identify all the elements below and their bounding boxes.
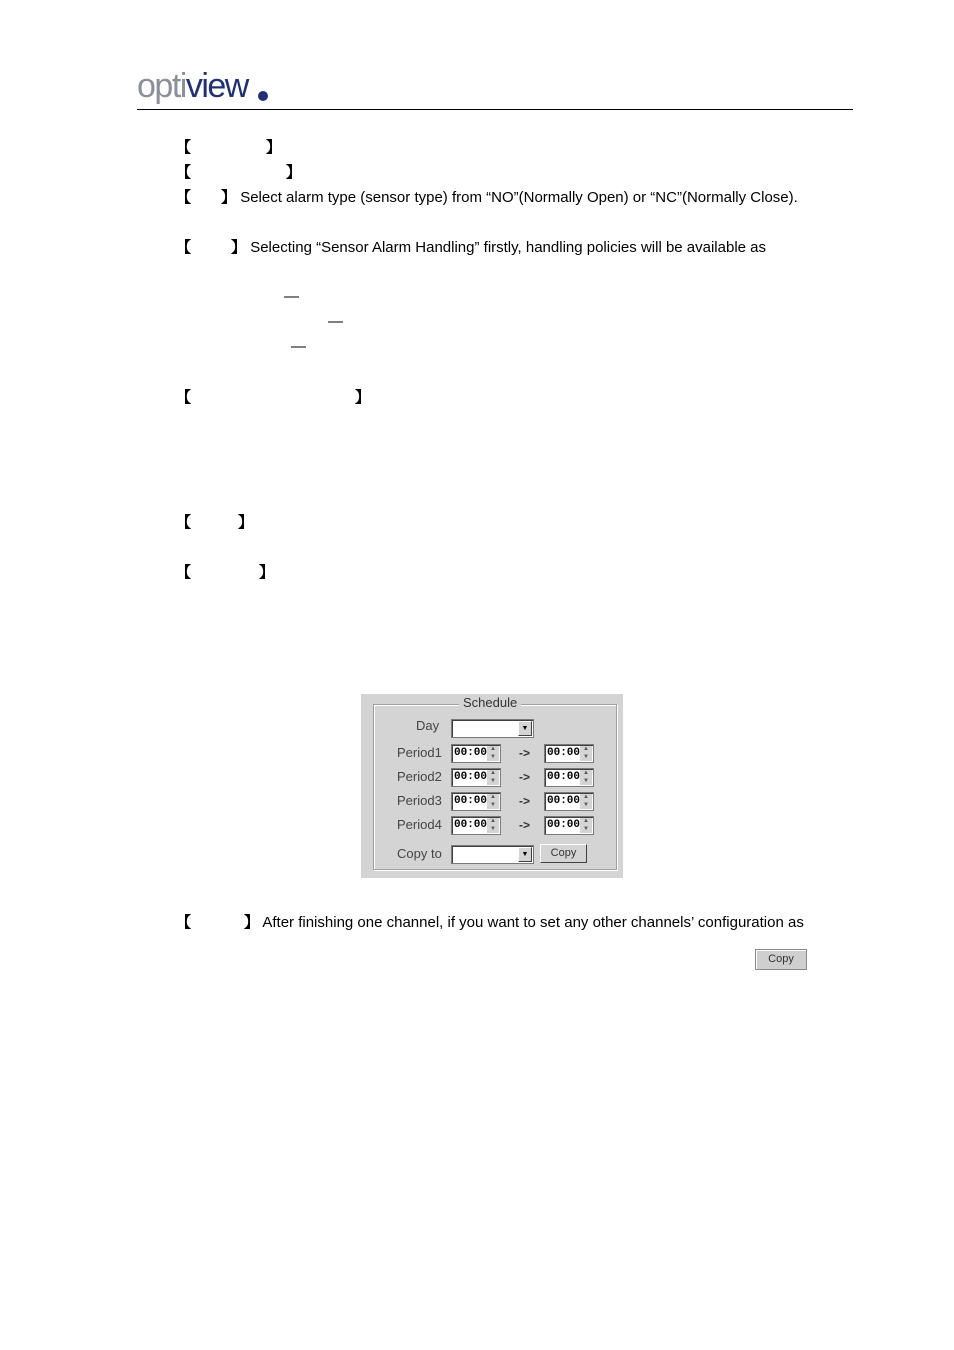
copy-button[interactable]: Copy [540, 844, 587, 863]
period1-end-input[interactable] [544, 744, 594, 763]
period2-label: Period2 [397, 769, 442, 784]
period4-end-value: 00:00 [547, 819, 581, 831]
bracket-close: 】 [286, 164, 302, 181]
bracket-open: 【 [176, 914, 192, 931]
bracket-close: 】 [259, 564, 275, 581]
bracket-line-7 [176, 564, 274, 582]
logo-trademark-icon [258, 91, 268, 101]
day-select[interactable] [451, 719, 534, 738]
spin-down-icon[interactable]: ▼ [490, 778, 496, 784]
bracket-open: 【 [176, 564, 192, 581]
spin-down-icon[interactable]: ▼ [490, 802, 496, 808]
period1-start-value: 00:00 [454, 747, 488, 759]
period2-start-value: 00:00 [454, 771, 488, 783]
dash-2: — [328, 313, 343, 330]
handling-line [176, 239, 766, 257]
copy-to-text: After finishing one channel, if you want to set any other channels’ configuration as [262, 914, 804, 931]
period2-end-input[interactable] [544, 768, 594, 787]
spin-up-icon[interactable]: ▲ [583, 818, 589, 824]
period1-arrow: -> [519, 746, 531, 760]
spin-up-icon[interactable]: ▲ [490, 818, 496, 824]
bracket-open: 【 [176, 389, 192, 406]
dash-3: — [291, 338, 306, 355]
bracket-open: 【 [176, 164, 192, 181]
period3-end-value: 00:00 [547, 795, 581, 807]
period2-arrow: -> [519, 770, 531, 784]
bracket-close: 】 [221, 189, 237, 206]
bracket-open: 【 [176, 139, 192, 156]
bracket-open: 【 [176, 189, 192, 206]
schedule-title: Schedule [459, 694, 521, 712]
period3-label: Period3 [397, 793, 442, 808]
spin-down-icon[interactable]: ▼ [583, 826, 589, 832]
spin-down-icon[interactable]: ▼ [490, 754, 496, 760]
spin-down-icon[interactable]: ▼ [490, 826, 496, 832]
bracket-close: 】 [355, 389, 371, 406]
period4-start-value: 00:00 [454, 819, 488, 831]
spin-up-icon[interactable]: ▲ [490, 770, 496, 776]
spin-down-icon[interactable]: ▼ [583, 754, 589, 760]
alarm-type-line [176, 189, 798, 207]
period2-start-input[interactable] [451, 768, 501, 787]
header-rule [137, 109, 853, 110]
bracket-line-5 [176, 389, 370, 407]
period3-arrow: -> [519, 794, 531, 808]
bracket-line-2 [176, 164, 301, 182]
period4-start-input[interactable] [451, 816, 501, 835]
period2-end-value: 00:00 [547, 771, 581, 783]
period4-label: Period4 [397, 817, 442, 832]
bracket-close: 】 [266, 139, 282, 156]
bracket-close: 】 [231, 239, 247, 256]
spin-down-icon[interactable]: ▼ [583, 802, 589, 808]
spin-up-icon[interactable]: ▲ [490, 794, 496, 800]
bracket-open: 【 [176, 514, 192, 531]
bracket-close: 】 [238, 514, 254, 531]
inline-copy-button[interactable]: Copy [755, 949, 807, 970]
copy-to-label: Copy to [397, 846, 442, 861]
day-label: Day [416, 718, 440, 733]
period4-end-input[interactable] [544, 816, 594, 835]
period1-label: Period1 [397, 745, 442, 760]
logo-opti-text: opti [137, 67, 186, 105]
period3-start-value: 00:00 [454, 795, 488, 807]
bracket-open: 【 [176, 239, 192, 256]
period1-end-value: 00:00 [547, 747, 581, 759]
copy-to-line [176, 914, 804, 932]
logo-view-text: view [185, 67, 248, 105]
bracket-close: 】 [244, 914, 260, 931]
spin-up-icon[interactable]: ▲ [583, 794, 589, 800]
period1-start-input[interactable] [451, 744, 501, 763]
chevron-down-icon[interactable]: ▼ [518, 847, 532, 862]
optiview-logo [137, 66, 248, 106]
spin-up-icon[interactable]: ▲ [490, 746, 496, 752]
dash-1: — [284, 288, 299, 305]
period3-start-input[interactable] [451, 792, 501, 811]
spin-up-icon[interactable]: ▲ [583, 770, 589, 776]
period4-arrow: -> [519, 818, 531, 832]
bracket-line-1 [176, 139, 281, 157]
period3-end-input[interactable] [544, 792, 594, 811]
copy-to-select[interactable] [451, 845, 534, 864]
spin-up-icon[interactable]: ▲ [583, 746, 589, 752]
chevron-down-icon[interactable]: ▼ [518, 721, 532, 736]
bracket-line-6 [176, 514, 253, 532]
spin-down-icon[interactable]: ▼ [583, 778, 589, 784]
alarm-type-text: Select alarm type (sensor type) from “NO”(Normally Open) or “NC”(Normally Close). [240, 189, 798, 206]
schedule-panel [361, 694, 623, 878]
handling-text: Selecting “Sensor Alarm Handling” firstly, handling policies will be available as [250, 239, 767, 256]
